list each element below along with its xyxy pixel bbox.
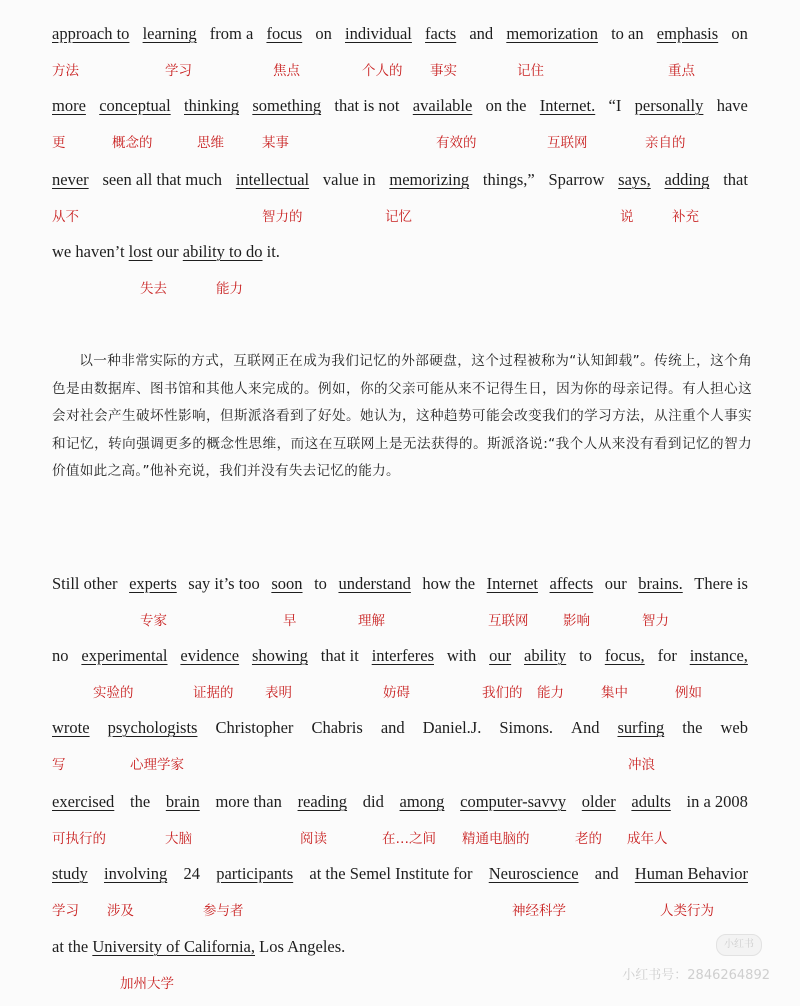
chinese-gloss: 能力 (537, 685, 564, 701)
text-word: that it (320, 646, 359, 665)
english-line (52, 96, 748, 116)
chinese-gloss: 有效的 (436, 135, 477, 151)
chinese-gloss: 更 (52, 135, 66, 151)
chinese-gloss: 写 (52, 757, 66, 773)
text-word: Daniel.J. (422, 718, 482, 737)
vocab-word: memorization (506, 24, 598, 43)
chinese-gloss: 参与者 (203, 903, 244, 919)
chinese-gloss: 我们的 (482, 685, 523, 701)
vocab-word: Neuroscience (488, 864, 579, 883)
vocab-word: understand (338, 574, 411, 593)
chinese-gloss-line (0, 133, 800, 153)
chinese-gloss: 记忆 (385, 209, 412, 225)
english-line (52, 864, 748, 884)
english-line (52, 792, 748, 812)
vocab-word: our (489, 646, 512, 665)
chinese-gloss: 可执行的 (52, 831, 106, 847)
text-word: And (571, 718, 600, 737)
text-word: Chabris (311, 718, 363, 737)
vocab-word: Internet. (539, 96, 596, 115)
vocab-word: more (52, 96, 86, 115)
text-word: with (446, 646, 477, 665)
english-line (52, 170, 748, 190)
chinese-gloss: 说 (620, 209, 634, 225)
text-word: have (716, 96, 748, 115)
chinese-gloss: 专家 (140, 613, 167, 629)
chinese-gloss: 学习 (165, 63, 192, 79)
text-word: on (315, 24, 332, 43)
vocab-word: memorizing (389, 170, 470, 189)
chinese-gloss: 个人的 (362, 63, 403, 79)
english-line (52, 574, 748, 594)
text-word: Los Angeles. (255, 937, 346, 956)
chinese-gloss: 大脑 (165, 831, 192, 847)
text-word: Christopher (215, 718, 294, 737)
text-word: our (152, 242, 183, 261)
vocab-word: exercised (52, 792, 115, 811)
chinese-gloss: 在…之间 (382, 831, 436, 847)
chinese-gloss: 失去 (140, 281, 167, 297)
chinese-gloss: 焦点 (273, 63, 300, 79)
chinese-gloss: 记住 (517, 63, 544, 79)
english-line (52, 646, 748, 666)
chinese-gloss: 思维 (197, 135, 224, 151)
text-word: how the (422, 574, 476, 593)
vocab-word: lost (128, 242, 153, 261)
vocab-word: University of California, (92, 937, 255, 956)
text-word: to (579, 646, 592, 665)
vocab-word: experimental (81, 646, 168, 665)
english-line (52, 242, 748, 262)
vocab-word: facts (425, 24, 457, 43)
chinese-gloss: 例如 (675, 685, 702, 701)
vocab-word: surfing (617, 718, 665, 737)
chinese-gloss: 早 (283, 613, 297, 629)
text-word: value in (322, 170, 376, 189)
vocab-word: conceptual (99, 96, 171, 115)
text-word: There is (694, 574, 748, 593)
vocab-word: adding (664, 170, 710, 189)
chinese-gloss: 重点 (668, 63, 695, 79)
chinese-gloss: 妨碍 (383, 685, 410, 701)
text-word: for (657, 646, 677, 665)
text-word: “I (608, 96, 622, 115)
chinese-gloss: 事实 (430, 63, 457, 79)
chinese-gloss: 神经科学 (512, 903, 566, 919)
text-word: Simons. (499, 718, 554, 737)
chinese-gloss: 涉及 (107, 903, 134, 919)
vocab-word: computer-savvy (460, 792, 567, 811)
vocab-word: brains. (638, 574, 683, 593)
chinese-gloss: 学习 (52, 903, 79, 919)
text-word: Sparrow (548, 170, 605, 189)
vocab-word: focus (266, 24, 303, 43)
chinese-gloss-line (0, 683, 800, 703)
english-line (52, 24, 748, 44)
english-line (52, 937, 748, 957)
vocab-word: says, (618, 170, 651, 189)
vocab-word: learning (142, 24, 197, 43)
vocab-word: thinking (184, 96, 240, 115)
chinese-gloss: 互联网 (547, 135, 588, 151)
text-word: to an (611, 24, 644, 43)
vocab-word: brain (165, 792, 200, 811)
text-word: in a 2008 (686, 792, 748, 811)
vocab-word: instance, (689, 646, 748, 665)
text-word: on (731, 24, 748, 43)
text-word: web (720, 718, 748, 737)
vocab-word: experts (129, 574, 177, 593)
chinese-gloss: 补充 (672, 209, 699, 225)
chinese-translation-paragraph: 以一种非常实际的方式，互联网正在成为我们记忆的外部硬盘，这个过程被称为“认知卸载”。传统上，这个角色是由数据库、图书馆和其他人来完成的。例如，你的父亲可能从来不记得生日，因为你的母亲记得。有人担心这会对社会产生破坏性影响，但斯派洛看到了好处。她认为，这种趋势可能会改变我们的学习方法，从注重个人事实和记忆，转向强调更多的概念性思维，而这在互联网上是无法获得的。斯派洛说:“我个人从来没有看到记忆的智力价值如此之高。”他补充说，我们并没有失去记忆的能力。 (52, 353, 752, 480)
vocab-word: interferes (371, 646, 434, 665)
chinese-gloss: 阅读 (300, 831, 327, 847)
text-word: it. (262, 242, 280, 261)
text-word: no (52, 646, 69, 665)
vocab-word: older (581, 792, 616, 811)
chinese-gloss: 概念的 (112, 135, 153, 151)
chinese-gloss: 心理学家 (130, 757, 184, 773)
vocab-word: affects (549, 574, 594, 593)
chinese-gloss: 冲浪 (628, 757, 655, 773)
vocab-word: soon (271, 574, 303, 593)
text-word: and (594, 864, 619, 883)
chinese-gloss: 老的 (575, 831, 602, 847)
chinese-gloss: 互联网 (488, 613, 529, 629)
chinese-gloss: 实验的 (93, 685, 134, 701)
text-word: at the (52, 937, 93, 956)
vocab-word: Human Behavior (634, 864, 748, 883)
text-word: at the Semel Institute for (309, 864, 473, 883)
vocab-word: emphasis (656, 24, 719, 43)
vocab-word: involving (103, 864, 168, 883)
text-word: more than (215, 792, 282, 811)
vocab-word: reading (297, 792, 348, 811)
chinese-gloss: 集中 (601, 685, 628, 701)
vocab-word: wrote (52, 718, 90, 737)
chinese-gloss: 亲自的 (645, 135, 686, 151)
text-word: and (380, 718, 405, 737)
chinese-gloss-line (0, 829, 800, 849)
watermark-badge (716, 934, 762, 956)
vocab-word: ability to do (182, 242, 263, 261)
vocab-word: ability (524, 646, 567, 665)
chinese-gloss: 从不 (52, 209, 79, 225)
vocab-word: personally (634, 96, 704, 115)
chinese-gloss-line (0, 207, 800, 227)
text-word: on the (485, 96, 527, 115)
vocab-word: approach to (52, 24, 130, 43)
text-word: 24 (183, 864, 200, 883)
chinese-gloss-line (0, 901, 800, 921)
text-word: did (362, 792, 384, 811)
text-word: we haven’t (52, 242, 129, 261)
text-word: our (604, 574, 627, 593)
vocab-word: participants (216, 864, 294, 883)
vocab-word: focus, (604, 646, 645, 665)
chinese-gloss: 某事 (262, 135, 289, 151)
chinese-gloss: 能力 (216, 281, 243, 297)
chinese-gloss: 表明 (265, 685, 292, 701)
chinese-gloss: 方法 (52, 63, 79, 79)
chinese-gloss-line (0, 611, 800, 631)
vocab-word: showing (251, 646, 308, 665)
chinese-gloss-line (0, 755, 800, 775)
chinese-gloss: 证据的 (193, 685, 234, 701)
vocab-word: available (412, 96, 473, 115)
watermark-badge-text: 小红书 (724, 939, 754, 950)
text-word: from a (209, 24, 254, 43)
vocab-word: psychologists (107, 718, 198, 737)
vocab-word: evidence (180, 646, 240, 665)
text-word: say it’s too (188, 574, 260, 593)
chinese-gloss: 影响 (563, 613, 590, 629)
text-word: the (682, 718, 703, 737)
chinese-gloss: 智力 (642, 613, 669, 629)
chinese-gloss: 成年人 (627, 831, 668, 847)
vocab-word: adults (631, 792, 671, 811)
text-word: the (129, 792, 151, 811)
text-word: to (314, 574, 327, 593)
chinese-gloss: 人类行为 (660, 903, 714, 919)
text-word: Still other (52, 574, 118, 593)
vocab-word: study (52, 864, 88, 883)
text-word: and (469, 24, 494, 43)
watermark-id: 小红书号：2846264892 (622, 968, 770, 983)
vocab-word: individual (344, 24, 412, 43)
vocab-word: Internet (486, 574, 538, 593)
vocab-word: among (399, 792, 445, 811)
text-word: that (723, 170, 748, 189)
text-word: that is not (334, 96, 400, 115)
text-word: seen all that much (102, 170, 223, 189)
chinese-gloss-line (0, 61, 800, 81)
text-word: things,” (482, 170, 535, 189)
chinese-gloss: 智力的 (262, 209, 303, 225)
chinese-gloss: 加州大学 (120, 976, 174, 992)
vocab-word: intellectual (235, 170, 310, 189)
vocab-word: something (252, 96, 322, 115)
chinese-gloss: 理解 (358, 613, 385, 629)
vocab-word: never (52, 170, 89, 189)
chinese-gloss-line (0, 279, 800, 299)
chinese-gloss: 精通电脑的 (462, 831, 530, 847)
english-line (52, 718, 748, 738)
